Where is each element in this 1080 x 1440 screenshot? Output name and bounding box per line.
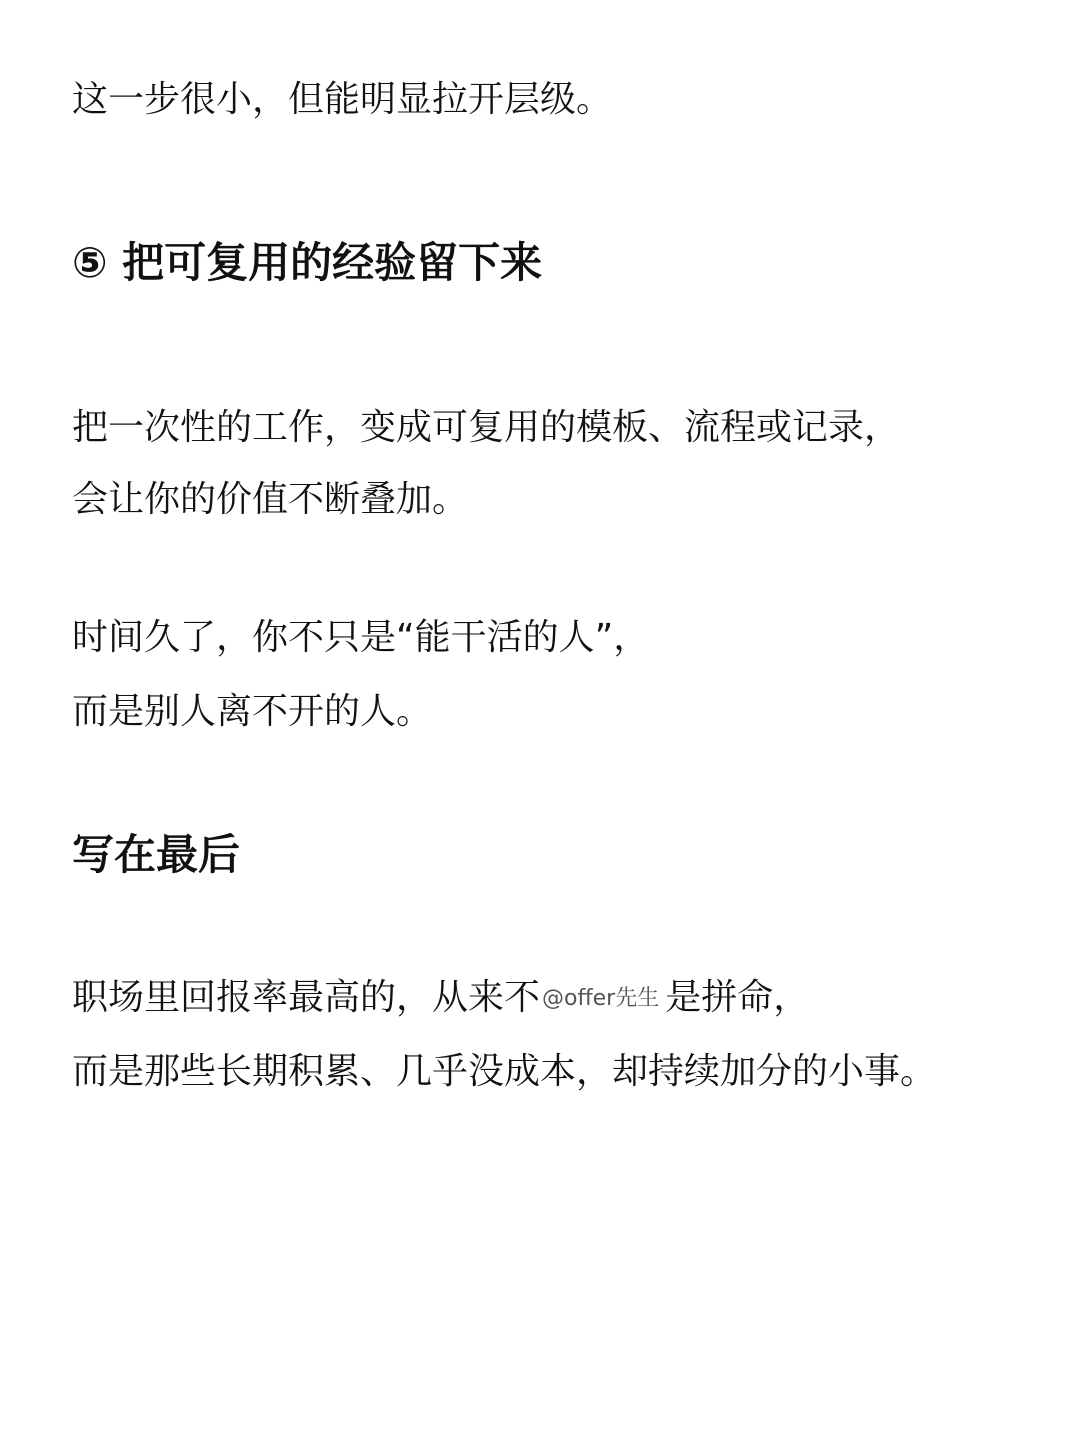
section-heading-final: 写在最后 [72,830,241,879]
paragraph-text: 职场里回报率最高的，从来不 [72,977,541,1018]
paragraph-line: 这一步很小，但能明显拉开层级。 [72,79,613,120]
section-heading-5: ⑤ 把可复用的经验留下来 [72,238,543,287]
paragraph-line: 时间久了，你不只是“能干活的人”， [72,617,650,658]
watermark-text: @offer先生 [542,986,660,1011]
paragraph-text: 是拼命， [665,977,810,1018]
paragraph-line: 而是别人离不开的人。 [72,691,433,732]
paragraph-line: 会让你的价值不断叠加。 [72,479,469,520]
paragraph-line [72,977,810,1018]
paragraph-line: 而是那些长期积累、几乎没成本，却持续加分的小事。 [72,1051,937,1092]
paragraph-line: 把一次性的工作，变成可复用的模板、流程或记录， [72,407,901,448]
